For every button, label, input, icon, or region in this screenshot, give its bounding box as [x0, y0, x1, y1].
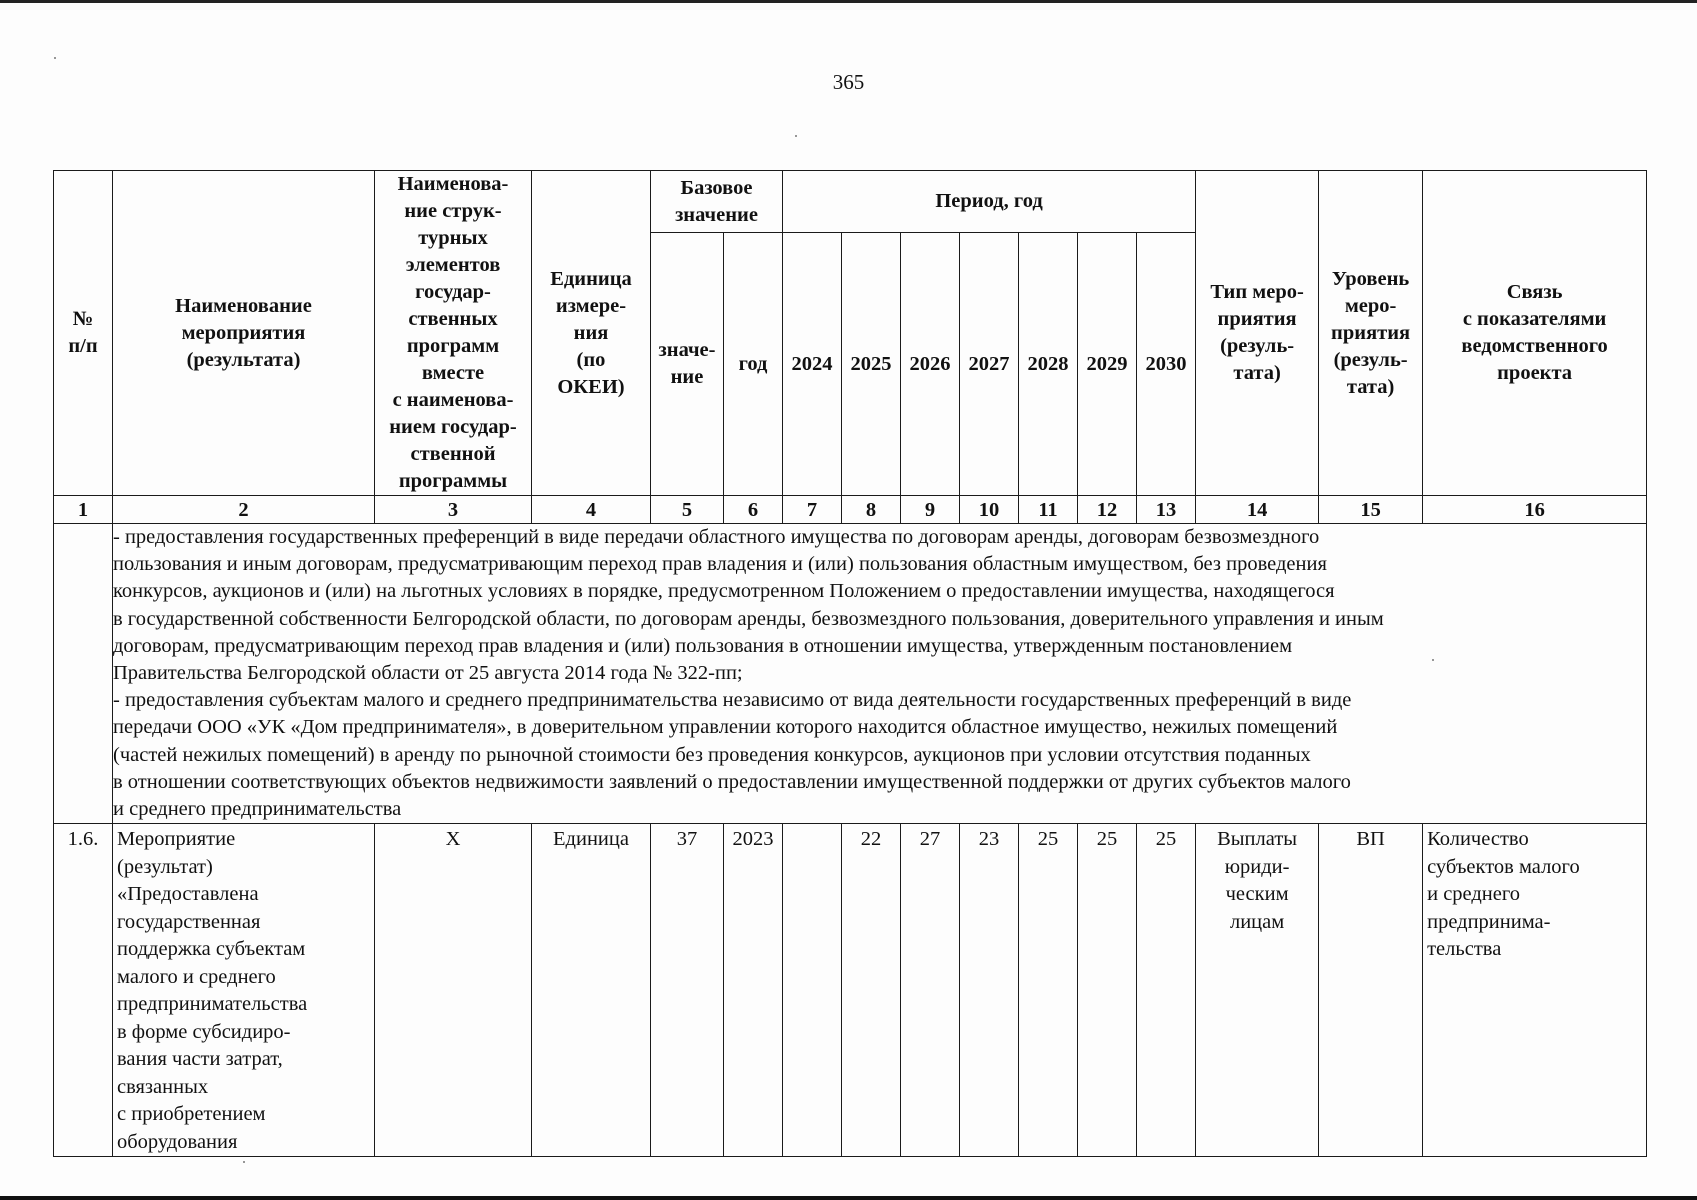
text-line: оборудования: [117, 1130, 238, 1153]
row-activity-level: ВП: [1319, 824, 1423, 1157]
column-number-row: [54, 496, 1647, 524]
text-line: Наименова-: [397, 173, 509, 195]
scan-speck: [54, 57, 56, 59]
column-number: 16: [1423, 496, 1647, 524]
text-line: ние струк-: [404, 200, 502, 222]
header-year: 2030: [1137, 233, 1196, 496]
scan-speck: [243, 1161, 245, 1163]
text-line: - предоставления субъектам малого и среднего предпринимательства независимо от вида деятельности государственных преференций в виде: [113, 689, 1352, 712]
page-number: 365: [832, 70, 865, 94]
text-line: с приобретением: [117, 1103, 266, 1126]
text-line: Правительства Белгородской области от 25 августа 2014 года № 322-пп;: [113, 662, 743, 685]
column-number: 10: [960, 496, 1019, 524]
text-line: меро-: [1344, 294, 1397, 317]
text-line: с наименова-: [392, 389, 514, 411]
text-line: вместе: [421, 362, 485, 384]
text-line: ственных: [408, 308, 498, 330]
row-value-year: 25: [1019, 824, 1078, 1157]
header-col-structural-elements: [375, 171, 532, 496]
header-year: 2027: [960, 233, 1019, 496]
header-row-top: [54, 171, 1647, 233]
text-line: в форме субсидиро-: [117, 1020, 291, 1043]
text-line: приятия: [1331, 321, 1411, 344]
text-line: в государственной собственности Белгородской области, по договорам аренды, безвозмездного пользования, доверительного управления и иным: [113, 607, 1384, 630]
text-line: Наименование: [175, 294, 312, 317]
text-line: измере-: [555, 294, 627, 317]
column-number: 13: [1137, 496, 1196, 524]
text-line: передачи ООО «УК «Дом предпринимателя», в доверительном управлении которого находится областное имущество, нежилых помещений: [113, 716, 1338, 739]
text-line: государ-: [415, 281, 491, 303]
column-number: 4: [532, 496, 651, 524]
text-line: программы: [398, 470, 508, 492]
text-line: субъектов малого: [1427, 855, 1580, 878]
text-line: ведомственного: [1461, 335, 1608, 357]
row-value-year: 25: [1137, 824, 1196, 1157]
text-line: поддержка субъектам: [117, 938, 306, 961]
text-line: и среднего предпринимательства: [113, 798, 402, 821]
text-line: ческим: [1225, 883, 1289, 906]
text-line: юриди-: [1224, 855, 1290, 878]
row-base-year: 2023: [724, 824, 783, 1157]
column-number: 15: [1319, 496, 1423, 524]
text-line: и среднего: [1427, 883, 1521, 906]
row-value-year: [783, 824, 842, 1157]
row-value-year: 25: [1078, 824, 1137, 1157]
note-number-cell: [54, 524, 113, 824]
text-line: вания части затрат,: [117, 1048, 283, 1071]
row-structural-element: X: [375, 824, 532, 1157]
row-project-link: [1423, 824, 1647, 1157]
note-row: [54, 524, 1647, 824]
column-number: 9: [901, 496, 960, 524]
text-line: - предоставления государственных преференций в виде передачи областного имущества по договорам аренды, договорам безвозмездного: [113, 526, 1320, 548]
page-edge-bottom: [0, 1196, 1697, 1200]
text-line: ние: [670, 366, 704, 389]
text-line: тата): [1346, 375, 1395, 398]
header-year: 2026: [901, 233, 960, 496]
text-line: значение: [675, 203, 758, 226]
header-col-activity-type: [1196, 171, 1319, 496]
header-year: 2029: [1078, 233, 1137, 496]
row-unit: Единица: [532, 824, 651, 1157]
text-line: Связь: [1506, 281, 1563, 303]
column-number: 6: [724, 496, 783, 524]
text-line: лицам: [1229, 910, 1285, 933]
text-line: Единица: [550, 267, 632, 290]
text-line: (частей нежилых помещений) в аренду по рыночной стоимости без проведения конкурсов, аукционов при условии отсутствия поданных: [113, 743, 1311, 766]
text-line: Количество: [1427, 828, 1529, 851]
text-line: (по: [576, 348, 606, 371]
text-line: Уровень: [1331, 267, 1410, 290]
text-line: малого и среднего: [117, 965, 276, 988]
text-line: нием государ-: [389, 416, 517, 438]
text-line: пользования и иным договорам, предусматривающим переход прав владения и (или) пользования областным имуществом, без проведения: [113, 553, 1327, 576]
text-line: (резуль-: [1220, 335, 1295, 357]
activities-table: [53, 170, 1647, 1157]
column-number: 14: [1196, 496, 1319, 524]
text-line: ОКЕИ): [557, 375, 625, 398]
page-edge-top: [0, 0, 1697, 3]
text-line: Выплаты: [1217, 828, 1298, 851]
row-value-year: 23: [960, 824, 1019, 1157]
column-number: 12: [1078, 496, 1137, 524]
row-value-year: 27: [901, 824, 960, 1157]
text-line: п/п: [68, 335, 98, 357]
text-line: проекта: [1497, 362, 1573, 384]
text-line: тата): [1233, 362, 1281, 384]
text-line: предпринима-: [1427, 910, 1551, 933]
header-year: 2028: [1019, 233, 1078, 496]
text-line: №: [72, 308, 94, 330]
header-year: 2024: [783, 233, 842, 496]
column-number: 2: [113, 496, 375, 524]
text-line: Мероприятие: [117, 828, 236, 851]
row-value-year: 22: [842, 824, 901, 1157]
text-line: мероприятия: [181, 321, 306, 344]
column-number: 11: [1019, 496, 1078, 524]
text-line: предпринимательства: [117, 993, 308, 1016]
table-row: [54, 824, 1647, 1157]
column-number: 5: [651, 496, 724, 524]
header-col-base-value: [651, 233, 724, 496]
row-activity-name: [113, 824, 375, 1157]
column-number: 3: [375, 496, 532, 524]
text-line: значе-: [658, 339, 716, 362]
header-year: 2025: [842, 233, 901, 496]
scan-speck: [795, 135, 797, 137]
text-line: «Предоставлена: [117, 883, 259, 906]
text-line: связанных: [117, 1075, 209, 1098]
text-line: конкурсов, аукционов и (или) на льготных условиях в порядке, предусмотренном Положением о предоставлении имущества, находящегося: [113, 580, 1335, 603]
text-line: ния: [573, 321, 609, 344]
text-line: Тип меро-: [1210, 281, 1304, 303]
row-number: 1.6.: [54, 824, 113, 1157]
text-line: (результат): [117, 855, 213, 878]
text-line: Базовое: [680, 176, 753, 199]
text-line: программ: [406, 335, 500, 357]
header-base-value-group: [651, 171, 783, 233]
text-line: приятия: [1217, 308, 1297, 330]
column-number: 1: [54, 496, 113, 524]
header-period-group: Период, год: [783, 171, 1196, 233]
text-line: ственной: [410, 443, 496, 465]
header-col-number: [54, 171, 113, 496]
text-line: в отношении соответствующих объектов недвижимости заявлений о предоставлении имущественной поддержки от других субъектов малого: [113, 770, 1351, 793]
row-base-value: 37: [651, 824, 724, 1157]
header-col-activity-name: [113, 171, 375, 496]
header-col-unit: [532, 171, 651, 496]
header-col-activity-level: [1319, 171, 1423, 496]
header-col-base-year: год: [724, 233, 783, 496]
text-line: элементов: [405, 254, 501, 276]
text-line: договорам, предусматривающим переход прав владения и (или) пользования в отношении имущества, утвержденным постановлением: [113, 634, 1293, 657]
text-line: государственная: [117, 910, 261, 933]
note-text: [113, 524, 1647, 824]
text-line: с показателями: [1462, 308, 1607, 330]
text-line: тельства: [1427, 938, 1502, 961]
column-number: 8: [842, 496, 901, 524]
column-number: 7: [783, 496, 842, 524]
text-line: (результата): [186, 348, 301, 371]
text-line: (резуль-: [1333, 348, 1408, 371]
header-col-project-link: [1423, 171, 1647, 496]
row-activity-type: [1196, 824, 1319, 1157]
text-line: турных: [418, 227, 488, 249]
